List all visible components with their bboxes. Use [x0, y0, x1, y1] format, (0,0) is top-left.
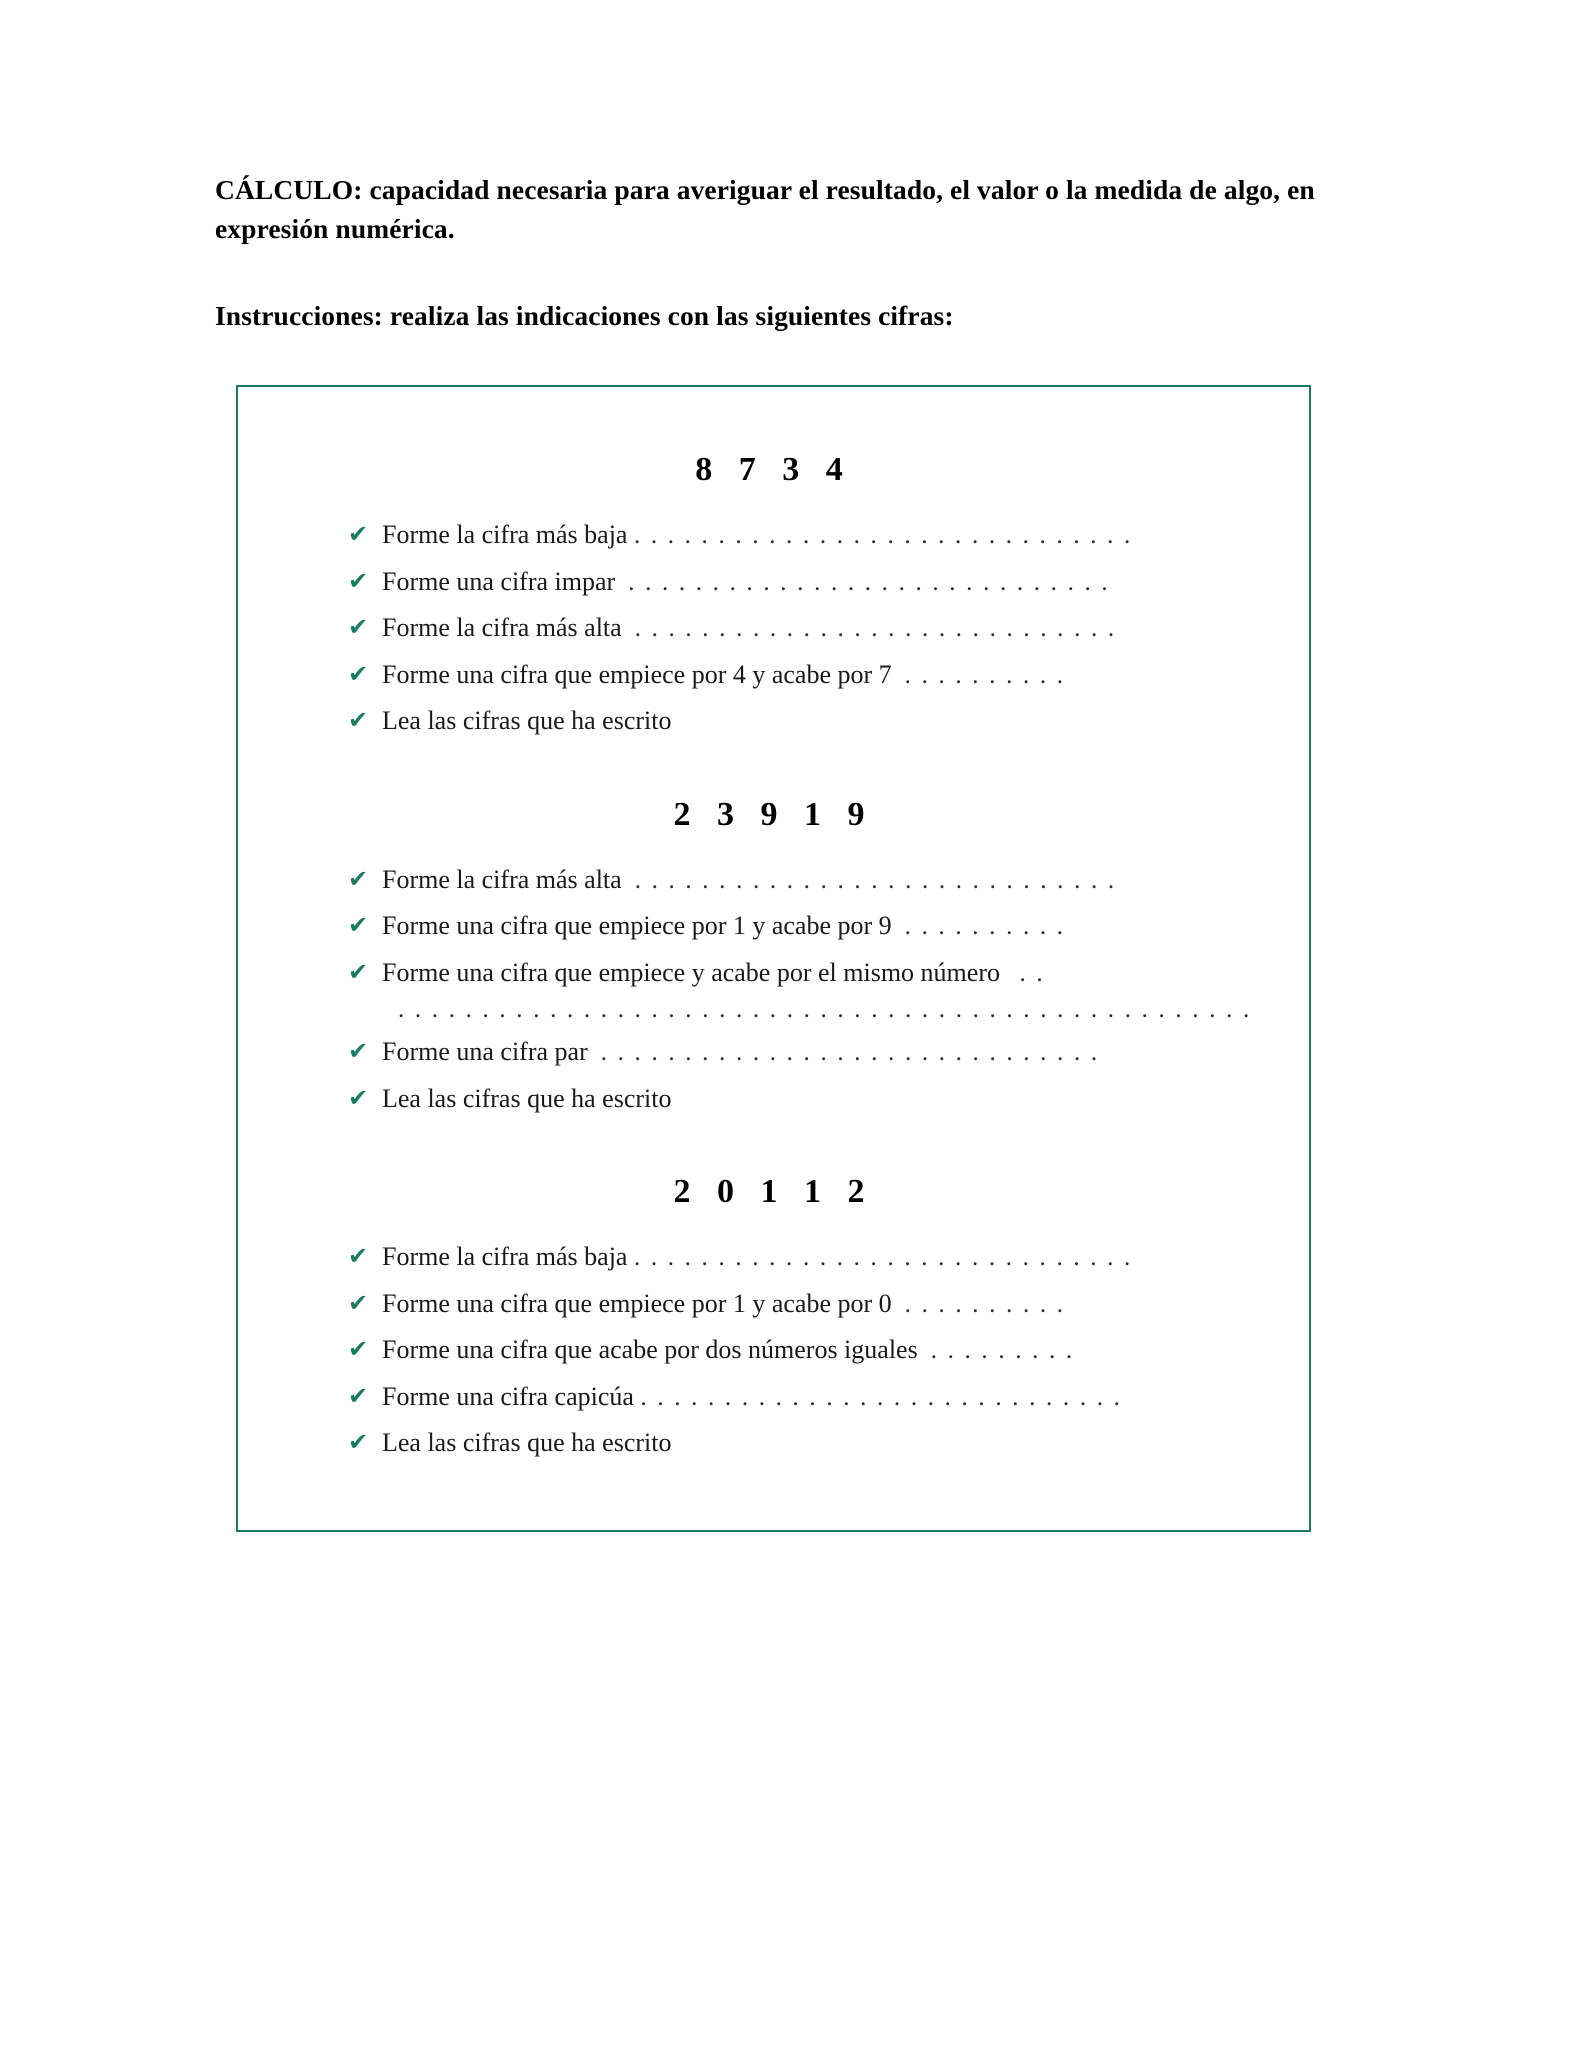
instructions-text: Instrucciones: realiza las indicaciones con las siguientes cifras: [215, 300, 954, 332]
check-icon: ✔ [348, 864, 369, 893]
task-label: Forme una cifra que empiece por 4 y acabe por 7 [382, 659, 905, 689]
list-item[interactable] [348, 608, 1257, 649]
task-list [290, 860, 1257, 1119]
task-label: Lea las cifras que ha escrito [382, 1428, 672, 1458]
exercise-box [236, 385, 1311, 1532]
digit-group-2 [290, 796, 1257, 1119]
dot-leader: . . . . . . . . . . . . . . . . . . . . . . . . . . . . . [634, 866, 1117, 894]
list-item[interactable] [348, 655, 1257, 696]
check-icon: ✔ [348, 1037, 369, 1066]
dot-leader: . . . . . . . . . . . . . . . . . . . . . . . . . . . . . . [600, 1039, 1100, 1067]
task-label: Forme una cifra que empiece por 1 y acabe por 0 [382, 1288, 905, 1318]
task-label: Forme una cifra que empiece por 1 y acabe por 9 [382, 911, 905, 941]
list-item[interactable] [348, 1032, 1257, 1073]
task-label: Forme una cifra impar [382, 566, 629, 596]
dot-leader: . . . . . . . . . . [904, 661, 1066, 689]
check-icon: ✔ [348, 520, 369, 549]
check-icon: ✔ [348, 1428, 369, 1457]
task-list [290, 515, 1257, 742]
list-item[interactable] [348, 1423, 1257, 1464]
task-label: Forme una cifra que empiece y acabe por el mismo número [382, 957, 1020, 987]
dot-leader: . . . . . . . . . . . . . . . . . . . . . . . . . . . . . [640, 1383, 1123, 1411]
page-title: CÁLCULO: capacidad necesaria para averiguar el resultado, el valor o la medida de algo, en expresión numérica. [215, 174, 1315, 245]
digit-sequence: 2 0 1 1 2 [673, 1173, 874, 1211]
digit-group-3 [290, 1173, 1257, 1464]
check-icon: ✔ [348, 659, 369, 688]
task-label: Forme una cifra capicúa [382, 1381, 641, 1411]
dot-leader: . . . . . . . . . . . . . . . . . . . . . . . . . . . . . . [633, 1244, 1133, 1272]
list-item[interactable] [348, 1237, 1257, 1278]
list-item[interactable] [348, 906, 1257, 947]
task-label: Forme una cifra que acabe por dos números iguales [382, 1335, 931, 1365]
check-icon: ✔ [348, 911, 369, 940]
check-icon: ✔ [348, 613, 369, 642]
list-item[interactable] [348, 1377, 1257, 1418]
list-item[interactable] [348, 953, 1257, 1026]
check-icon: ✔ [348, 1242, 369, 1271]
list-item[interactable] [348, 860, 1257, 901]
task-label: Forme la cifra más alta [382, 864, 635, 894]
digit-group-1 [290, 451, 1257, 742]
check-icon: ✔ [348, 706, 369, 735]
list-item[interactable] [348, 701, 1257, 742]
check-icon: ✔ [348, 1381, 369, 1410]
task-label: Forme la cifra más baja [382, 520, 634, 550]
check-icon: ✔ [348, 1288, 369, 1317]
list-item[interactable] [348, 1330, 1257, 1371]
dot-leader: . . . . . . . . . . [904, 1290, 1066, 1318]
task-label: Lea las cifras que ha escrito [382, 706, 672, 736]
digit-sequence: 8 7 3 4 [695, 451, 852, 489]
list-item[interactable] [348, 1284, 1257, 1325]
check-icon: ✔ [348, 566, 369, 595]
check-icon: ✔ [348, 957, 369, 986]
dot-leader: . . . . . . . . . . . . . . . . . . . . . . . . . . . . . . [633, 522, 1133, 550]
dot-leader: . . . . . . . . . [930, 1337, 1075, 1365]
check-icon: ✔ [348, 1335, 369, 1364]
task-label: Forme una cifra par [382, 1037, 601, 1067]
dot-leader: . . . . . . . . . . [904, 913, 1066, 941]
task-list [290, 1237, 1257, 1464]
dot-leader: . . . . . . . . . . . . . . . . . . . . . . . . . . . . . [634, 615, 1117, 643]
task-label: Forme la cifra más alta [382, 613, 635, 643]
dot-leader: . . [1019, 959, 1045, 987]
list-item[interactable] [348, 1079, 1257, 1120]
task-label: Lea las cifras que ha escrito [382, 1083, 672, 1113]
task-label: Forme la cifra más baja [382, 1242, 634, 1272]
dot-leader-wrap: . . . . . . . . . . . . . . . . . . . . . . . . . . . . . . . . . . . . . . . . . . . . . . . . . . . [398, 995, 1252, 1023]
list-item[interactable] [348, 515, 1257, 556]
check-icon: ✔ [348, 1083, 369, 1112]
dot-leader: . . . . . . . . . . . . . . . . . . . . . . . . . . . . . [628, 568, 1110, 596]
digit-sequence: 2 3 9 1 9 [673, 795, 874, 833]
list-item[interactable] [348, 562, 1257, 603]
